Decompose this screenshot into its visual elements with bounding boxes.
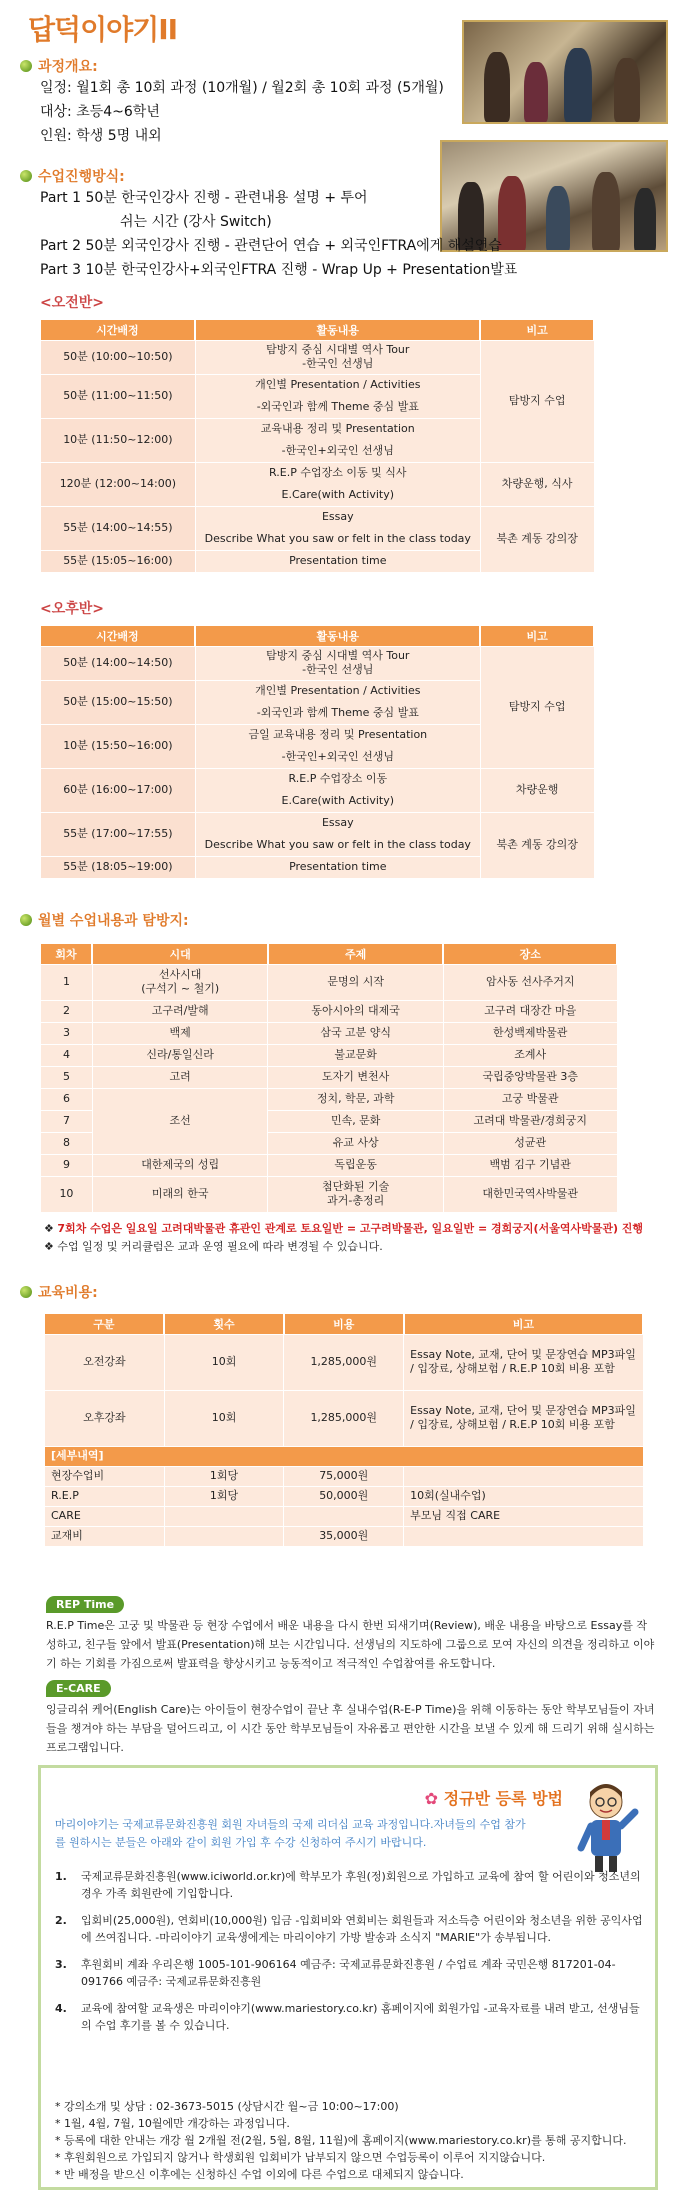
- activity-line: -한국인+외국인 선생님: [281, 750, 394, 763]
- detail-item-cell: 현장수업비: [45, 1466, 165, 1486]
- detail-unit-cell: 1회당: [164, 1466, 284, 1486]
- method-line: 쉬는 시간 (강사 Switch): [120, 214, 272, 230]
- activity-line: 개인별 Presentation / Activities: [255, 378, 421, 391]
- footnote: * 후원회원으로 가입되지 않거나 학생회원 입회비가 납부되지 않으면 수업등록이 이루어 지지않습니다.: [55, 2151, 546, 2164]
- activity-cell: [195, 680, 480, 724]
- detail-unit-cell: [164, 1506, 284, 1526]
- table-row: [41, 646, 595, 680]
- table-row: [45, 1506, 644, 1526]
- detail-unit-cell: 1회당: [164, 1486, 284, 1506]
- table-row: [45, 1526, 644, 1546]
- table-header: 회차: [41, 944, 93, 964]
- cost-type-cell: 오후강좌: [45, 1390, 165, 1446]
- monthly-table: [40, 944, 618, 1213]
- place-cell: 한성백제박물관: [443, 1022, 617, 1044]
- registration-step-text: 교육에 참여할 교육생은 마리이야기(www.mariestory.co.kr) 홈페이지에 회원가입 -교육자료를 내려 받고, 선생님들의 수업 후기를 볼 수 있습니다.: [81, 2002, 640, 2032]
- footnote: * 등록에 대한 안내는 개강 월 2개월 전(2월, 5월, 8월, 11월)에 홈페이지(www.mariestory.co.kr)를 통해 공지합니다.: [55, 2134, 627, 2147]
- activity-cell: [195, 506, 480, 550]
- table-header: 비용: [284, 1314, 404, 1334]
- topic-cell: 민속, 문화: [268, 1110, 444, 1132]
- era-cell: 신라/통일신라: [92, 1044, 268, 1066]
- time-cell: 55분 (18:05~19:00): [41, 856, 196, 878]
- method-heading: [20, 166, 125, 186]
- table-header: 주제: [268, 944, 444, 964]
- bullet-icon: [20, 914, 32, 926]
- overview-heading: [20, 56, 98, 76]
- activity-cell: Presentation time: [195, 856, 480, 878]
- era-cell: 고려: [92, 1066, 268, 1088]
- activity-line: E.Care(with Activity): [281, 488, 395, 501]
- monthly-heading: [20, 910, 189, 930]
- method-heading-label: 수업진행방식:: [38, 169, 125, 185]
- overview-line: 인원: 학생 5명 내외: [40, 128, 162, 144]
- activity-line: 금일 교육내용 정리 및 Presentation: [248, 728, 428, 741]
- activity-line: 개인별 Presentation / Activities: [255, 684, 421, 697]
- activity-line: R.E.P 수업장소 이동 및 식사: [269, 466, 407, 479]
- cost-note-cell: Essay Note, 교재, 단어 및 문장연습 MP3파일 / 입장료, 상해보험 / R.E.P 10회 비용 포함: [404, 1334, 643, 1390]
- registration-step-text: 국제교류문화진흥원(www.iciworld.or.kr)에 학부모가 후원(정)회원으로 가입하고 교육에 참여 할 어린이와 청소년의 경우 가족 회원란에 기입합니다.: [81, 1870, 641, 1900]
- registration-box: [38, 1765, 658, 2190]
- table-header: 비고: [480, 626, 594, 646]
- rep-description: R.E.P Time은 고궁 및 박물관 등 현장 수업에서 배운 내용을 다시 한번 되새기며(Review), 배운 내용을 바탕으로 Essay를 작성하고, 친구들 앞에서 발표(Presentation)해 보는 시간입니다. 선생님의 지도하에 그룹으로 모여 자신의 의견을 정리하고 이야기 하는 기회를 가짐으로써 발표력을 향상시키고 능동적이고 적극적인 수업참여를 유도합니다.: [46, 1619, 655, 1670]
- diamond-icon: ❖: [44, 1240, 58, 1253]
- detail-note-cell: [404, 1466, 643, 1486]
- topic-cell: 삼국 고분 양식: [268, 1022, 444, 1044]
- note-cell: 북촌 계동 강의장: [480, 812, 594, 878]
- method-line: Part 3 10분 한국인강사+외국인FTRA 진행 - Wrap Up + Presentation발표: [40, 262, 518, 278]
- time-cell: 50분 (15:00~15:50): [41, 680, 196, 724]
- ecare-tag: E-CARE: [46, 1680, 111, 1697]
- table-row: [41, 1066, 618, 1088]
- footnote: * 1월, 4월, 7월, 10월에만 개강하는 과정입니다.: [55, 2117, 290, 2130]
- topic-cell: 문명의 시작: [268, 964, 444, 1000]
- activity-cell: [195, 768, 480, 812]
- detail-unit-cell: [164, 1526, 284, 1546]
- activity-cell: [195, 374, 480, 418]
- time-cell: 55분 (15:05~16:00): [41, 550, 196, 572]
- time-cell: 10분 (15:50~16:00): [41, 724, 196, 768]
- topic-cell: 동아시아의 대제국: [268, 1000, 444, 1022]
- era-cell: 선사시대 (구석기 ~ 철기): [92, 964, 268, 1000]
- bullet-icon: [20, 170, 32, 182]
- activity-line: -외국인과 함께 Theme 중심 발표: [256, 400, 419, 413]
- cost-count-cell: 10회: [164, 1334, 284, 1390]
- round-cell: 3: [41, 1022, 93, 1044]
- table-header: 장소: [443, 944, 617, 964]
- cost-table: [44, 1314, 644, 1547]
- table-row: [45, 1390, 644, 1446]
- round-cell: 7: [41, 1110, 93, 1132]
- detail-item-cell: CARE: [45, 1506, 165, 1526]
- topic-cell: 도자기 변천사: [268, 1066, 444, 1088]
- note-cell: 차량운행: [480, 768, 594, 812]
- activity-line: R.E.P 수업장소 이동: [288, 772, 388, 785]
- note-cell: 북촌 계동 강의장: [480, 506, 594, 572]
- table-header: 횟수: [164, 1314, 284, 1334]
- activity-line: -한국인 선생님: [302, 663, 374, 676]
- note-cell: 탐방지 수업: [480, 646, 594, 768]
- table-row: [41, 462, 595, 506]
- morning-label: <오전반>: [40, 295, 105, 311]
- rep-tag: REP Time: [46, 1596, 124, 1613]
- time-cell: 50분 (14:00~14:50): [41, 646, 196, 680]
- table-row: [41, 506, 595, 550]
- activity-line: -외국인과 함께 Theme 중심 발표: [256, 706, 419, 719]
- monthly-note-2-text: 수업 일정 및 커리큘럼은 교과 운영 필요에 따라 변경될 수 있습니다.: [57, 1240, 383, 1253]
- activity-cell: [195, 724, 480, 768]
- table-header: 시간배정: [41, 626, 196, 646]
- topic-cell: 정치, 학문, 과학: [268, 1088, 444, 1110]
- cost-price-cell: 1,285,000원: [284, 1390, 404, 1446]
- table-row: [41, 1044, 618, 1066]
- place-cell: 고구려 대장간 마을: [443, 1000, 617, 1022]
- registration-step-text: 후원회비 계좌 우리은행 1005-101-906164 예금주: 국제교류문화진흥원 / 수업료 계좌 국민은행 817201-04-091766 예금주: 국제교류문화진흥원: [81, 1958, 616, 1988]
- afternoon-label: <오후반>: [40, 601, 105, 617]
- activity-line: 탐방지 중심 시대별 역사 Tour: [266, 649, 410, 662]
- place-cell: 고궁 박물관: [443, 1088, 617, 1110]
- time-cell: 120분 (12:00~14:00): [41, 462, 196, 506]
- registration-steps: [55, 1868, 645, 2044]
- time-cell: 55분 (17:00~17:55): [41, 812, 196, 856]
- detail-label: [세부내역]: [45, 1446, 644, 1466]
- registration-step: 4. 교육에 참여할 교육생은 마리이야기(www.mariestory.co.kr) 홈페이지에 회원가입 -교육자료를 내려 받고, 선생님들의 수업 후기를 볼 수 있습니다.: [55, 2000, 645, 2034]
- era-cell: 미래의 한국: [92, 1176, 268, 1212]
- registration-title: [425, 1786, 563, 1809]
- topic-cell: 독립운동: [268, 1154, 444, 1176]
- table-row: [45, 1446, 644, 1466]
- page-title: 답덕이야기II: [28, 13, 178, 46]
- time-cell: 60분 (16:00~17:00): [41, 768, 196, 812]
- cost-note-cell: Essay Note, 교재, 단어 및 문장연습 MP3파일 / 입장료, 상해보험 / R.E.P 10회 비용 포함: [404, 1390, 643, 1446]
- topic-cell: 유교 사상: [268, 1132, 444, 1154]
- note-cell: 차량운행, 식사: [480, 462, 594, 506]
- era-cell: 대한제국의 성립: [92, 1154, 268, 1176]
- bullet-icon: [20, 60, 32, 72]
- place-cell: 성균관: [443, 1132, 617, 1154]
- round-cell: 2: [41, 1000, 93, 1022]
- registration-step-text: 입회비(25,000원), 연회비(10,000원) 입금 -입회비와 연회비는 회원들과 저소득층 어린이와 청소년을 위한 공익사업에 쓰여집니다. -마리이야기 교육생에게는 마리이야기 가방 발송과 소식지 "MARIE"가 송부됩니다.: [81, 1914, 643, 1944]
- registration-step: 2. 입회비(25,000원), 연회비(10,000원) 입금 -입회비와 연회비는 회원들과 저소득층 어린이와 청소년을 위한 공익사업에 쓰여집니다. -마리이야기 교육생에게는 마리이야기 가방 발송과 소식지 "MARIE"가 송부됩니다.: [55, 1912, 645, 1946]
- era-cell: 조선: [92, 1088, 268, 1154]
- registration-step: 3. 후원회비 계좌 우리은행 1005-101-906164 예금주: 국제교류문화진흥원 / 수업료 계좌 국민은행 817201-04-091766 예금주: 국제교류문화진흥원: [55, 1956, 645, 1990]
- table-row: [45, 1466, 644, 1486]
- cost-type-cell: 오전강좌: [45, 1334, 165, 1390]
- activity-cell: [195, 340, 480, 374]
- activity-line: 교육내용 정리 및 Presentation: [260, 422, 415, 435]
- table-row: [41, 1000, 618, 1022]
- table-row: [41, 1154, 618, 1176]
- round-cell: 10: [41, 1176, 93, 1212]
- place-cell: 암사동 선사주거지: [443, 964, 617, 1000]
- tour-photo-1: [462, 20, 668, 124]
- topic-cell: 첨단화된 기술 과거-총정리: [268, 1176, 444, 1212]
- tulip-icon: ✿: [424, 1789, 444, 1808]
- method-line: Part 2 50분 외국인강사 진행 - 관련단어 연습 + 외국인FTRA에게 해설연습: [40, 238, 502, 254]
- bullet-icon: [20, 1286, 32, 1298]
- table-header: 활동내용: [195, 320, 480, 340]
- activity-line: Describe What you saw or felt in the class today: [204, 532, 471, 545]
- table-header: 비고: [480, 320, 594, 340]
- table-row: [41, 1176, 618, 1212]
- monthly-note-1: [44, 1220, 674, 1237]
- round-cell: 4: [41, 1044, 93, 1066]
- round-cell: 9: [41, 1154, 93, 1176]
- table-header: 시대: [92, 944, 268, 964]
- table-header: 시간배정: [41, 320, 196, 340]
- diamond-icon: ❖: [44, 1222, 58, 1235]
- table-header: 구분: [45, 1314, 165, 1334]
- place-cell: 조계사: [443, 1044, 617, 1066]
- table-row: [41, 768, 595, 812]
- overview-heading-label: 과정개요:: [38, 59, 98, 75]
- table-row: [41, 340, 595, 374]
- time-cell: 55분 (14:00~14:55): [41, 506, 196, 550]
- registration-step: 1. 국제교류문화진흥원(www.iciworld.or.kr)에 학부모가 후원(정)회원으로 가입하고 교육에 참여 할 어린이와 청소년의 경우 가족 회원란에 기입합니다.: [55, 1868, 645, 1902]
- table-row: [41, 812, 595, 856]
- footnote: * 반 배정을 받으신 이후에는 신청하신 수업 이외에 다른 수업으로 대체되지 않습니다.: [55, 2168, 464, 2181]
- detail-item-cell: 교재비: [45, 1526, 165, 1546]
- activity-cell: [195, 462, 480, 506]
- activity-cell: [195, 418, 480, 462]
- time-cell: 10분 (11:50~12:00): [41, 418, 196, 462]
- morning-schedule-table: [40, 320, 595, 573]
- afternoon-schedule-table: [40, 626, 595, 879]
- activity-line: Describe What you saw or felt in the class today: [204, 838, 471, 851]
- activity-cell: [195, 646, 480, 680]
- detail-note-cell: 부모님 직접 CARE: [404, 1506, 643, 1526]
- detail-price-cell: 50,000원: [284, 1486, 404, 1506]
- activity-line: Essay: [321, 816, 354, 829]
- cost-heading: [20, 1282, 98, 1302]
- footnote: * 강의소개 및 상담 : 02-3673-5015 (상담시간 월~금 10:00~17:00): [55, 2100, 399, 2113]
- activity-cell: Presentation time: [195, 550, 480, 572]
- time-cell: 50분 (10:00~10:50): [41, 340, 196, 374]
- teacher-character-icon: [571, 1774, 641, 1874]
- detail-note-cell: [404, 1526, 643, 1546]
- table-header: 활동내용: [195, 626, 480, 646]
- round-cell: 1: [41, 964, 93, 1000]
- round-cell: 5: [41, 1066, 93, 1088]
- monthly-note-2: [44, 1238, 674, 1255]
- era-cell: 고구려/발해: [92, 1000, 268, 1022]
- registration-title-text: 정규반 등록 방법: [443, 1789, 563, 1808]
- table-header: 비고: [404, 1314, 643, 1334]
- detail-price-cell: 75,000원: [284, 1466, 404, 1486]
- place-cell: 고려대 박물관/경희궁지: [443, 1110, 617, 1132]
- table-row: [45, 1334, 644, 1390]
- registration-intro: 마리이야기는 국제교류문화진흥원 회원 자녀들의 국제 리더십 교육 과정입니다.자녀들의 수업 참가를 원하시는 분들은 아래와 같이 회원 가입 후 수강 신청하여 주시기 바랍니다.: [55, 1818, 526, 1849]
- time-cell: 50분 (11:00~11:50): [41, 374, 196, 418]
- era-cell: 백제: [92, 1022, 268, 1044]
- place-cell: 국립중앙박물관 3층: [443, 1066, 617, 1088]
- detail-note-cell: 10회(실내수업): [404, 1486, 643, 1506]
- detail-price-cell: [284, 1506, 404, 1526]
- overview-line: 일정: 월1회 총 10회 과정 (10개월) / 월2회 총 10회 과정 (5개월): [40, 80, 444, 96]
- place-cell: 백범 김구 기념관: [443, 1154, 617, 1176]
- activity-line: E.Care(with Activity): [281, 794, 395, 807]
- activity-line: 탐방지 중심 시대별 역사 Tour: [266, 343, 410, 356]
- overview-line: 대상: 초등4~6학년: [40, 104, 160, 120]
- table-row: [41, 1088, 618, 1110]
- monthly-note-1-text: 7회차 수업은 일요일 고려대박물관 휴관인 관계로 토요일반 = 고구려박물관, 일요일반 = 경희궁지(서울역사박물관) 진행: [57, 1222, 644, 1235]
- cost-heading-label: 교육비용:: [38, 1285, 98, 1301]
- ecare-description: 잉글리쉬 케어(English Care)는 아이들이 현장수업이 끝난 후 실내수업(R-E-P Time)을 위해 이동하는 동안 학부모님들이 자녀들을 챙겨야 하는 부담을 덜어드리고, 이 시간 동안 학부모님들이 자유롭고 편안한 시간을 보낼 수 있게 해 드리기 위해 실시하는 프로그램입니다.: [46, 1703, 655, 1754]
- registration-footnotes: [55, 2098, 655, 2183]
- table-row: [45, 1486, 644, 1506]
- topic-cell: 불교문화: [268, 1044, 444, 1066]
- detail-item-cell: R.E.P: [45, 1486, 165, 1506]
- round-cell: 6: [41, 1088, 93, 1110]
- activity-cell: [195, 812, 480, 856]
- cost-count-cell: 10회: [164, 1390, 284, 1446]
- cost-price-cell: 1,285,000원: [284, 1334, 404, 1390]
- activity-line: Essay: [321, 510, 354, 523]
- table-row: [41, 964, 618, 1000]
- activity-line: -한국인+외국인 선생님: [281, 444, 394, 457]
- note-cell: 탐방지 수업: [480, 340, 594, 462]
- round-cell: 8: [41, 1132, 93, 1154]
- monthly-heading-label: 월별 수업내용과 탐방지:: [38, 913, 189, 929]
- method-line: Part 1 50분 한국인강사 진행 - 관련내용 설명 + 투어: [40, 190, 368, 206]
- detail-price-cell: 35,000원: [284, 1526, 404, 1546]
- activity-line: -한국인 선생님: [302, 357, 374, 370]
- table-row: [41, 1022, 618, 1044]
- place-cell: 대한민국역사박물관: [443, 1176, 617, 1212]
